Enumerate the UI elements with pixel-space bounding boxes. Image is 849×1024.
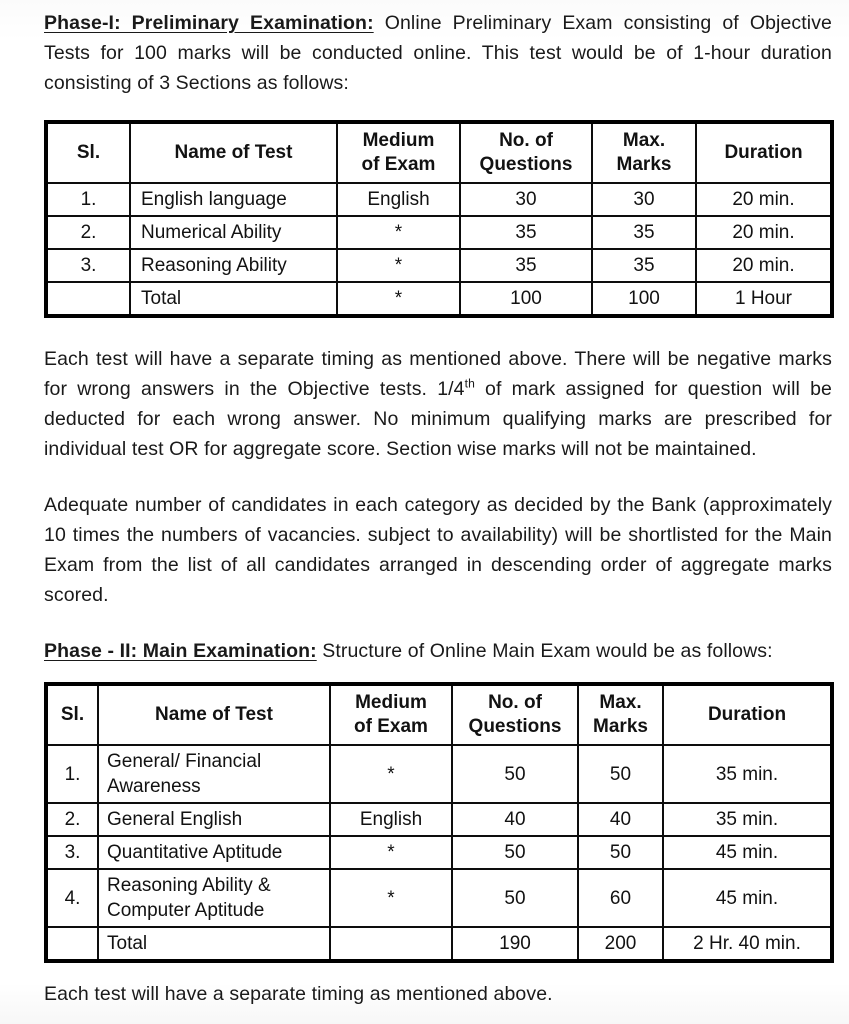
header-name-of-test: Name of Test: [130, 122, 337, 183]
cell-sl: 1.: [46, 745, 98, 803]
cell-marks: 60: [578, 869, 663, 927]
cell-questions: 50: [452, 836, 578, 869]
cell-marks: 100: [592, 282, 696, 316]
cell-name: Reasoning Ability: [130, 249, 337, 282]
table-row: [46, 869, 832, 927]
cell-questions: 40: [452, 803, 578, 836]
header-duration: Duration: [663, 684, 832, 745]
cell-marks: 200: [578, 927, 663, 961]
cell-duration: 1 Hour: [696, 282, 832, 316]
cell-sl: 2.: [46, 216, 130, 249]
cell-medium: English: [330, 803, 452, 836]
cell-duration: 45 min.: [663, 869, 832, 927]
spacer: [44, 610, 832, 636]
table-row: [46, 249, 832, 282]
negative-marking-text-1: Each test will have a separate timing as mentioned above. There will be negative marks for wrong answers in the Objective tests. 1/4: [44, 348, 832, 400]
cell-medium: *: [330, 745, 452, 803]
ordinal-superscript: th: [464, 376, 475, 391]
table-row: [46, 183, 832, 216]
phase2-intro-paragraph: [44, 636, 832, 666]
spacer: [44, 98, 832, 120]
cell-name: Quantitative Aptitude: [98, 836, 330, 869]
cell-duration: 45 min.: [663, 836, 832, 869]
table-row: [46, 216, 832, 249]
spacer: [44, 666, 832, 682]
cell-sl: 2.: [46, 803, 98, 836]
cell-duration: 20 min.: [696, 216, 832, 249]
cell-duration: 35 min.: [663, 745, 832, 803]
cell-sl: [46, 927, 98, 961]
negative-marking-paragraph: [44, 344, 832, 464]
header-medium-of-exam: Medium of Exam: [330, 684, 452, 745]
table-row: [46, 803, 832, 836]
table-row: [46, 745, 832, 803]
header-medium-of-exam: Medium of Exam: [337, 122, 460, 183]
phase1-intro-paragraph: [44, 8, 832, 98]
phase2-heading: Phase - II: Main Examination:: [44, 640, 317, 662]
table-total-row: [46, 927, 832, 961]
cell-questions: 30: [460, 183, 592, 216]
cell-questions: 35: [460, 216, 592, 249]
cell-duration: 35 min.: [663, 803, 832, 836]
cell-name: English language: [130, 183, 337, 216]
phase2-exam-table: [44, 682, 834, 963]
header-no-of-questions: No. of Questions: [460, 122, 592, 183]
table-header-row: [46, 684, 832, 745]
cell-sl: 4.: [46, 869, 98, 927]
cell-name: General English: [98, 803, 330, 836]
cell-questions: 50: [452, 869, 578, 927]
cell-marks: 40: [578, 803, 663, 836]
cell-medium: [330, 927, 452, 961]
cell-sl: 1.: [46, 183, 130, 216]
phase1-heading: Phase-I: Preliminary Examination:: [44, 12, 374, 34]
spacer: [44, 464, 832, 490]
shortlisting-paragraph: Adequate number of candidates in each category as decided by the Bank (approximately 10 times the numbers of vacancies. subject to availability) will be shortlisted for the Main Exam from the list of all candidates arranged in descending order of aggregate marks scored.: [44, 494, 832, 606]
cell-total-label: Total: [98, 927, 330, 961]
table-row: [46, 836, 832, 869]
spacer: [44, 963, 832, 979]
cell-name: Reasoning Ability & Computer Aptitude: [98, 869, 330, 927]
table-total-row: [46, 282, 832, 316]
cell-questions: 190: [452, 927, 578, 961]
cell-sl: 3.: [46, 249, 130, 282]
cell-name: General/ Financial Awareness: [98, 745, 330, 803]
cell-marks: 35: [592, 249, 696, 282]
cell-total-label: Total: [130, 282, 337, 316]
header-max-marks: Max. Marks: [592, 122, 696, 183]
cell-medium: *: [337, 249, 460, 282]
cell-name: Numerical Ability: [130, 216, 337, 249]
cell-questions: 100: [460, 282, 592, 316]
table-header-row: [46, 122, 832, 183]
cell-marks: 30: [592, 183, 696, 216]
phase2-footer-note: Each test will have a separate timing as mentioned above.: [44, 983, 553, 1005]
cell-marks: 50: [578, 836, 663, 869]
cell-duration: 20 min.: [696, 249, 832, 282]
cell-sl: 3.: [46, 836, 98, 869]
cell-medium: *: [330, 869, 452, 927]
header-name-of-test: Name of Test: [98, 684, 330, 745]
cell-medium: *: [337, 216, 460, 249]
negative-marking-text-2: of mark assigned for question will be deducted for each wrong answer. No minimum qualifying marks are prescribed for individual test OR for aggregate score. Section wise marks will not be maintained.: [44, 378, 832, 460]
cell-questions: 35: [460, 249, 592, 282]
cell-duration: 20 min.: [696, 183, 832, 216]
cell-marks: 50: [578, 745, 663, 803]
spacer: [44, 318, 832, 344]
cell-sl: [46, 282, 130, 316]
phase1-exam-table: [44, 120, 834, 318]
phase1-intro-text: Online Preliminary Exam consisting of Objective Tests for 100 marks will be conducted online. This test would be of 1-hour duration consisting of 3 Sections as follows:: [44, 12, 833, 94]
header-duration: Duration: [696, 122, 832, 183]
header-sl: Sl.: [46, 122, 130, 183]
document-content: [44, 8, 832, 1009]
cell-medium: *: [337, 282, 460, 316]
phase2-intro-text: Structure of Online Main Exam would be as follows:: [316, 640, 773, 662]
cell-medium: English: [337, 183, 460, 216]
cell-questions: 50: [452, 745, 578, 803]
header-max-marks: Max. Marks: [578, 684, 663, 745]
cell-medium: *: [330, 836, 452, 869]
cell-marks: 35: [592, 216, 696, 249]
header-sl: Sl.: [46, 684, 98, 745]
cell-duration: 2 Hr. 40 min.: [663, 927, 832, 961]
header-no-of-questions: No. of Questions: [452, 684, 578, 745]
